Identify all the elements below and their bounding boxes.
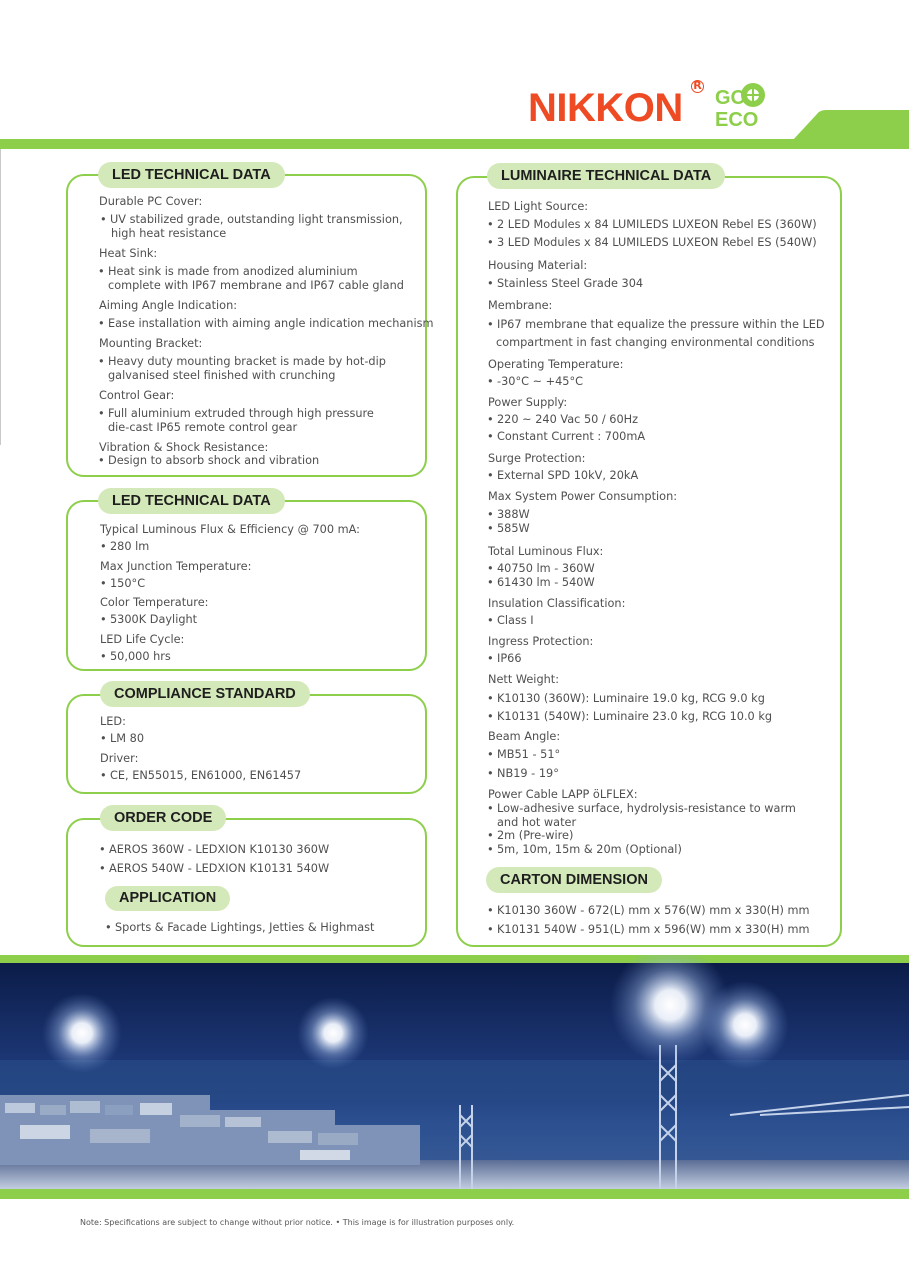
spec-value: • Stainless Steel Grade 304 bbox=[486, 277, 643, 291]
spec-value: • 50,000 hrs bbox=[99, 650, 171, 664]
spec-value: • K10131 (540W): Luminaire 23.0 kg, RCG 10.0 kg bbox=[486, 710, 772, 724]
spec-value: complete with IP67 membrane and IP67 cable gland bbox=[108, 279, 404, 292]
header-green-bar bbox=[0, 139, 909, 149]
spec-value: • 2 LED Modules x 84 LUMILEDS LUXEON Rebel ES (360W) bbox=[486, 218, 817, 232]
spec-value: • CE, EN55015, EN61000, EN61457 bbox=[99, 769, 301, 783]
margin-rule bbox=[0, 149, 1, 445]
spec-value: • Constant Current : 700mA bbox=[486, 430, 645, 444]
order-code-item: • AEROS 360W - LEDXION K10130 360W bbox=[98, 843, 329, 857]
spec-label: Color Temperature: bbox=[100, 596, 209, 609]
footer-note: Note: Specifications are subject to change without prior notice. • This image is for illustration purposes only. bbox=[80, 1218, 515, 1227]
spec-label: Driver: bbox=[100, 752, 139, 765]
spec-label: Typical Luminous Flux & Efficiency @ 700 mA: bbox=[100, 523, 360, 536]
spec-label: Max System Power Consumption: bbox=[488, 490, 678, 503]
spec-value: • IP66 bbox=[486, 652, 522, 666]
spec-value: high heat resistance bbox=[111, 227, 227, 240]
carton-dimension-title: CARTON DIMENSION bbox=[486, 867, 662, 893]
order-code-item: • AEROS 540W - LEDXION K10131 540W bbox=[98, 862, 329, 876]
carton-item: • K10130 360W - 672(L) mm x 576(W) mm x 330(H) mm bbox=[486, 904, 810, 918]
spec-label: Operating Temperature: bbox=[488, 358, 624, 371]
spec-value: • Heat sink is made from anodized aluminium bbox=[97, 265, 358, 279]
spec-value: • 220 ~ 240 Vac 50 / 60Hz bbox=[486, 413, 638, 427]
port-floodlight-photo bbox=[0, 955, 909, 1199]
registered-mark: R bbox=[691, 80, 704, 93]
svg-text:ECO: ECO bbox=[715, 109, 759, 128]
spec-label: Aiming Angle Indication: bbox=[99, 299, 238, 312]
spec-label: LED: bbox=[100, 715, 126, 728]
spec-value: • 585W bbox=[486, 522, 530, 536]
spec-value: • -30°C ~ +45°C bbox=[486, 375, 583, 389]
spec-value: • 40750 lm - 360W bbox=[486, 562, 595, 576]
svg-text:GO: GO bbox=[715, 87, 747, 109]
spec-label: Membrane: bbox=[488, 299, 553, 312]
spec-value: • Ease installation with aiming angle indication mechanism bbox=[97, 317, 433, 331]
spec-label: Ingress Protection: bbox=[488, 635, 594, 648]
brand-logo bbox=[528, 80, 778, 130]
spec-value: • LM 80 bbox=[99, 732, 144, 746]
spec-value: • Design to absorb shock and vibration bbox=[97, 454, 319, 468]
led-technical-title-2: LED TECHNICAL DATA bbox=[98, 488, 285, 514]
brand-name: NIKKON bbox=[528, 86, 683, 130]
spec-value: • MB51 - 51° bbox=[486, 748, 560, 762]
spec-label: Nett Weight: bbox=[488, 673, 560, 686]
spec-label: Total Luminous Flux: bbox=[488, 545, 604, 558]
spec-value: • 150°C bbox=[99, 577, 145, 591]
luminaire-title: LUMINAIRE TECHNICAL DATA bbox=[487, 163, 725, 189]
compliance-title: COMPLIANCE STANDARD bbox=[100, 681, 310, 707]
spec-value: • K10130 (360W): Luminaire 19.0 kg, RCG 9.0 kg bbox=[486, 692, 765, 706]
spec-label: Max Junction Temperature: bbox=[100, 560, 252, 573]
spec-value: • 3 LED Modules x 84 LUMILEDS LUXEON Rebel ES (540W) bbox=[486, 236, 817, 250]
spec-label: Durable PC Cover: bbox=[99, 195, 203, 208]
spec-label: Power Cable LAPP öLFLEX: bbox=[488, 788, 638, 801]
application-item: • Sports & Facade Lightings, Jetties & Highmast bbox=[104, 921, 374, 935]
led-technical-title: LED TECHNICAL DATA bbox=[98, 162, 285, 188]
go-eco-logo bbox=[715, 82, 775, 128]
spec-label: LED Life Cycle: bbox=[100, 633, 185, 646]
order-code-title: ORDER CODE bbox=[100, 805, 226, 831]
spec-value: and hot water bbox=[497, 816, 577, 829]
spec-label: Mounting Bracket: bbox=[99, 337, 203, 350]
spec-value: • 280 lm bbox=[99, 540, 149, 554]
header-green-tab bbox=[792, 110, 909, 141]
spec-value: • 61430 lm - 540W bbox=[486, 576, 595, 590]
spec-value: • External SPD 10kV, 20kA bbox=[486, 469, 638, 483]
spec-value: • Heavy duty mounting bracket is made by hot-dip bbox=[97, 355, 386, 369]
spec-label: Power Supply: bbox=[488, 396, 568, 409]
spec-label: Beam Angle: bbox=[488, 730, 561, 743]
spec-value: • 5m, 10m, 15m & 20m (Optional) bbox=[486, 843, 682, 857]
spec-value: galvanised steel finished with crunching bbox=[108, 369, 336, 382]
spec-value: • UV stabilized grade, outstanding light transmission, bbox=[99, 213, 403, 227]
spec-label: Control Gear: bbox=[99, 389, 175, 402]
spec-label: Heat Sink: bbox=[99, 247, 158, 260]
application-title: APPLICATION bbox=[105, 886, 230, 911]
spec-label: Housing Material: bbox=[488, 259, 588, 272]
spec-value: compartment in fast changing environmental conditions bbox=[496, 336, 815, 349]
spec-value: • 2m (Pre-wire) bbox=[486, 829, 573, 843]
spec-value: die-cast IP65 remote control gear bbox=[108, 421, 298, 434]
spec-value: • Low-adhesive surface, hydrolysis-resistance to warm bbox=[486, 802, 796, 816]
spec-value: • IP67 membrane that equalize the pressure within the LED bbox=[486, 318, 825, 332]
spec-value: • 5300K Daylight bbox=[99, 613, 197, 627]
spec-label: Insulation Classification: bbox=[488, 597, 626, 610]
spec-value: • Full aluminium extruded through high pressure bbox=[97, 407, 374, 421]
spec-label: LED Light Source: bbox=[488, 200, 589, 213]
spec-value: • Class I bbox=[486, 614, 534, 628]
spec-value: • 388W bbox=[486, 508, 530, 522]
spec-label: Vibration & Shock Resistance: bbox=[99, 441, 269, 454]
spec-label: Surge Protection: bbox=[488, 452, 586, 465]
carton-item: • K10131 540W - 951(L) mm x 596(W) mm x 330(H) mm bbox=[486, 923, 810, 937]
spec-value: • NB19 - 19° bbox=[486, 767, 559, 781]
